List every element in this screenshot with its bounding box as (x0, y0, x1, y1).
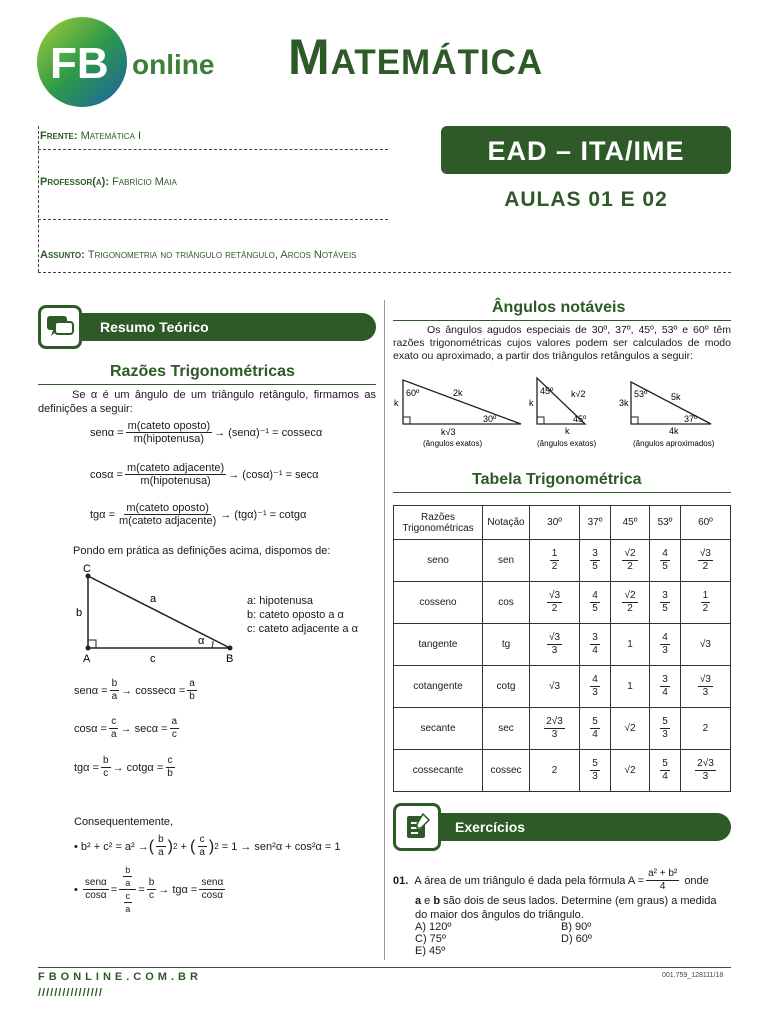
cell-num: 5 (592, 716, 598, 727)
def-tg-den: m(cateto adjacente) (119, 515, 217, 527)
option-a[interactable]: A) 120º (415, 921, 452, 933)
cell-num: 2√3 (546, 716, 563, 727)
b2-nd: a (125, 878, 131, 888)
table-cell (580, 582, 611, 624)
cell-num: 5 (662, 716, 668, 727)
b2-dn: c (125, 891, 131, 901)
cell-den: 5 (662, 603, 668, 614)
rel-tg-l: tgα = (74, 761, 100, 774)
professor-value: Fabrício Maia (112, 176, 177, 188)
tri1-a2: 30º (483, 414, 497, 424)
cell-den: 3 (662, 729, 668, 740)
def-sen-lhs: senα = (90, 426, 124, 439)
angulos-title: Ângulos notáveis (492, 299, 626, 316)
cell-num: √3 (699, 674, 711, 685)
exercicio-01-b: b (433, 895, 441, 907)
row-name: secante (394, 708, 483, 750)
cell-num: √2 (624, 548, 636, 559)
cell-num: 1 (551, 548, 558, 559)
rel-tg-mid: → cotgα = (112, 761, 164, 774)
table-cell (650, 582, 681, 624)
tabela-title: Tabela Trigonométrica (472, 471, 642, 488)
cell-num: √3 (549, 632, 561, 643)
cell-den: 2 (627, 603, 633, 614)
cell-den: 5 (662, 561, 668, 572)
rel-cos-n1: c (111, 716, 117, 727)
rel-sen-d2: b (189, 691, 195, 702)
cell-num: 3 (662, 590, 668, 601)
side-c: c (150, 653, 156, 665)
cell-num: 4 (662, 632, 668, 643)
footer-slashes: //////////////// (38, 987, 103, 999)
table-cell (610, 750, 649, 792)
cell-value: √3 (699, 639, 711, 650)
tri2-a2: 45º (573, 414, 587, 424)
frente-label: Frente: (40, 130, 78, 142)
table-cell (530, 708, 580, 750)
tri3-leg1: 3k (619, 398, 629, 408)
table-header-row (394, 506, 731, 540)
cell-den: 2 (627, 561, 633, 572)
exercicio-01-line2 (415, 894, 731, 922)
tri1-caption: (ângulos exatos) (423, 439, 483, 448)
resumo-section-header (38, 313, 376, 341)
tri1-leg2: k√3 (441, 427, 456, 437)
table-cell (650, 708, 681, 750)
table-row (394, 708, 731, 750)
def-cos-rhs: → (cosα)⁻¹ = secα (228, 469, 319, 481)
cell-den: 3 (551, 645, 558, 656)
table-cell (680, 750, 730, 792)
rel-tg-n1: b (103, 755, 109, 766)
tri2-hyp: k√2 (571, 389, 586, 399)
row-notation: cos (483, 582, 530, 624)
frente-row (40, 130, 141, 142)
table-row (394, 750, 731, 792)
tri3-leg2: 4k (669, 426, 679, 436)
rel-sen-mid: → cossecα = (121, 684, 186, 697)
def-sen-rhs: → (senα)⁻¹ = cossecα (214, 427, 323, 439)
row-notation: sec (483, 708, 530, 750)
table-cell (580, 540, 611, 582)
cell-den: 4 (662, 771, 668, 782)
exercicio-01-text1: A área de um triângulo é dada pela fórmula A = (414, 874, 645, 887)
table-cell (530, 624, 580, 666)
cell-den: 2 (551, 603, 558, 614)
rel-tg-n2: c (167, 755, 173, 766)
cell-num: 5 (662, 758, 668, 769)
table-cell (650, 624, 681, 666)
exercicios-section-header (393, 813, 731, 841)
row-notation: cossec (483, 750, 530, 792)
tri2-leg2: k (565, 426, 570, 436)
frente-value: Matemática I (80, 130, 142, 142)
tri1-a1: 60º (406, 388, 420, 398)
def-cos-lhs: cosα = (90, 468, 123, 481)
def-cos-den: m(hipotenusa) (140, 475, 211, 487)
cell-den: 3 (592, 771, 598, 782)
tri3-hyp: 5k (671, 392, 681, 402)
row-name: seno (394, 540, 483, 582)
table-cell (680, 624, 730, 666)
table-cell (650, 750, 681, 792)
bullet-1-a: • b² + c² = a² → (74, 840, 149, 853)
table-row (394, 666, 731, 708)
consequentemente-text: Consequentemente, (74, 816, 174, 828)
angulos-text: Os ângulos agudos especiais de 30º, 37º, 45º, 53º e 60º têm razões trigonométricas cujos valores podem ser calculados de modo exato ou aproximado, a partir dos triângulos retângulos a seguir: (393, 324, 731, 362)
table-cell (610, 624, 649, 666)
b1-n2: c (199, 834, 205, 845)
b2-dd: a (125, 904, 131, 914)
def-sen (90, 420, 322, 445)
cell-num: 5 (592, 758, 598, 769)
exercicio-01-frac-num: a² + b² (648, 868, 678, 879)
b1-d2: a (199, 847, 205, 858)
table-cell (580, 750, 611, 792)
table-cell (530, 750, 580, 792)
logo-fb: FB (50, 39, 109, 88)
tri3-caption: (ângulos aproximados) (633, 439, 715, 448)
def-tg-num: m(cateto oposto) (126, 502, 209, 514)
table-cell (610, 582, 649, 624)
def-sen-den: m(hipotenusa) (133, 433, 205, 445)
th-53: 53º (650, 506, 681, 540)
rel-tg (74, 755, 177, 780)
logo-online: online (132, 49, 215, 80)
page-title: Matemática (288, 29, 544, 85)
footer-code: 001.759_128111/18 (662, 972, 724, 979)
triangle-legend (247, 594, 358, 636)
bullet-1-b: = 1 → sen²α + cos²α = 1 (221, 840, 341, 853)
cell-num: 1 (702, 590, 709, 601)
exercicio-01-options (415, 921, 715, 957)
exercicios-title: Exercícios (455, 819, 526, 835)
table-cell (680, 708, 730, 750)
legend-b: b: cateto oposto a α (247, 609, 344, 621)
th-notacao: Notação (483, 506, 530, 540)
vertex-b: B (226, 653, 234, 665)
table-cell (530, 666, 580, 708)
notepad-icon (393, 803, 441, 851)
table-cell (650, 540, 681, 582)
row-notation: tg (483, 624, 530, 666)
cell-den: 2 (551, 561, 558, 572)
razoes-title: Razões Trigonométricas (110, 363, 295, 380)
rel-cos-l: cosα = (74, 722, 107, 735)
def-sen-num: m(cateto oposto) (127, 420, 211, 432)
vertex-c: C (83, 563, 91, 575)
legend-c: c: cateto adjacente a α (247, 623, 358, 635)
tri2-a1: 45º (540, 386, 554, 396)
row-notation: cotg (483, 666, 530, 708)
tri3-a2: 37º (684, 414, 698, 424)
table-cell (680, 540, 730, 582)
cell-num: 4 (662, 548, 668, 559)
tri1-leg1: k (394, 398, 399, 408)
cell-value: 1 (627, 639, 633, 650)
cell-num: 2√3 (697, 758, 714, 769)
def-tg-lhs: tgα = (90, 508, 116, 521)
table-row (394, 582, 731, 624)
side-b: b (76, 607, 83, 619)
cell-value: 2 (551, 765, 558, 776)
table-row (394, 540, 731, 582)
rel-cos-mid: → secα = (120, 722, 168, 735)
exercicio-01-a: a (415, 895, 422, 907)
rel-cos-d1: a (110, 729, 117, 740)
assunto-row (40, 249, 357, 261)
exercicio-01-frac-den: 4 (659, 881, 666, 892)
cell-num: 3 (592, 632, 598, 643)
cell-num: 3 (662, 674, 668, 685)
razoes-intro: Se α é um ângulo de um triângulo retângulo, firmamos as definições a seguir: (38, 389, 376, 415)
cell-den: 4 (592, 645, 598, 656)
tri1-hyp: 2k (453, 388, 463, 398)
cell-num: 3 (592, 548, 598, 559)
professor-label: Professor(a): (40, 176, 109, 188)
table-cell (530, 582, 580, 624)
bullet-2-b: → tgα = (158, 883, 198, 896)
cell-num: √3 (549, 590, 561, 601)
b1-d1: a (158, 847, 164, 858)
cell-num: 4 (592, 674, 598, 685)
rel-sen-n2: a (189, 678, 195, 689)
side-a: a (150, 593, 157, 605)
assunto-value: Trigonometria no triângulo retângulo, Arcos Notáveis (87, 249, 357, 261)
course-badge: EAD – ITA/IME (441, 126, 731, 174)
legend-a: a: hipotenusa (247, 595, 314, 607)
cell-num: √3 (699, 548, 711, 559)
cell-value: √2 (624, 765, 636, 776)
row-name: cossecante (394, 750, 483, 792)
special-triangles-figure (393, 372, 731, 454)
rel-cos-d2: c (171, 729, 177, 740)
cell-den: 2 (702, 603, 709, 614)
option-d[interactable]: D) 60º (561, 933, 592, 945)
b2-nn: b (125, 865, 131, 875)
resumo-title: Resumo Teórico (100, 319, 209, 335)
rel-sen-d1: a (111, 691, 118, 702)
vertex-a: A (83, 653, 91, 665)
exercicio-01-mid: e (421, 895, 434, 907)
row-name: cosseno (394, 582, 483, 624)
cell-value: 2 (702, 723, 709, 734)
tri2-caption: (ângulos exatos) (537, 439, 597, 448)
assunto-label: Assunto: (40, 249, 85, 261)
table-cell (580, 666, 611, 708)
bullet-1: • b² + c² = a² → ( $\frac{b}{a}$ ) 2 + ( $\frac{c}{a}$ ) 2 = 1 → sen²α + cos²α = 1 (74, 834, 341, 858)
def-tg (90, 502, 306, 527)
rel-tg-d1: c (103, 768, 109, 779)
table-row (394, 624, 731, 666)
cell-den: 3 (702, 771, 709, 782)
cell-value: √2 (624, 723, 636, 734)
professor-row (40, 176, 177, 188)
cell-den: 5 (592, 561, 598, 572)
th-37: 37º (580, 506, 611, 540)
angle-alpha: α (198, 635, 205, 647)
table-cell (580, 624, 611, 666)
def-cos-num: m(cateto adjacente) (126, 462, 225, 474)
def-tg-rhs: → (tgα)⁻¹ = cotgα (220, 509, 307, 521)
rel-tg-d2: b (167, 768, 173, 779)
logo (36, 16, 226, 108)
cell-den: 4 (592, 729, 598, 740)
exercicio-01-text2: onde (684, 874, 709, 887)
b2-n3: b (148, 877, 155, 888)
cell-den: 3 (702, 687, 709, 698)
exercicio-01-line1 (393, 868, 709, 893)
table-cell (650, 666, 681, 708)
table-cell (610, 540, 649, 582)
exercicio-01-rest: são dois de seus lados. Determine (em graus) a medida do maior dos ângulos do triângulo. (415, 895, 717, 921)
cell-den: 5 (592, 603, 598, 614)
option-e[interactable]: E) 45º (415, 945, 446, 957)
cell-num: 4 (592, 590, 598, 601)
option-c[interactable]: C) 75º (415, 933, 446, 945)
b2-d3: c (149, 890, 154, 901)
cell-den: 4 (662, 687, 668, 698)
table-cell (610, 708, 649, 750)
th-60: 60º (680, 506, 730, 540)
table-cell (580, 708, 611, 750)
exercicio-01-num: 01. (393, 874, 409, 887)
rel-cos (74, 716, 181, 741)
cell-den: 3 (592, 687, 598, 698)
cell-den: 2 (702, 561, 709, 572)
b1-n1: b (158, 834, 164, 845)
row-notation: sen (483, 540, 530, 582)
th-razoes: Razões Trigonométricas (394, 506, 483, 540)
cell-value: 1 (627, 681, 633, 692)
rel-sen-l: senα = (74, 684, 108, 697)
trig-table (393, 505, 731, 792)
cell-den: 3 (551, 729, 558, 740)
aulas-label: AULAS 01 E 02 (504, 188, 668, 211)
row-name: cotangente (394, 666, 483, 708)
right-triangle-figure (72, 562, 242, 666)
row-name: tangente (394, 624, 483, 666)
rel-sen (74, 678, 199, 703)
table-cell (680, 582, 730, 624)
th-45: 45º (610, 506, 649, 540)
th-30: 30º (530, 506, 580, 540)
pondo-text: Pondo em prática as definições acima, dispomos de: (73, 545, 331, 557)
logo-mark-icon (36, 16, 226, 108)
bullet-2: • $\frac{\text{senα}}{\cos\alpha}$ = $\frac{\frac{b}{a}}{\frac{c}{a}}$ = $\frac{b}{c}$ → tgα = $\frac{\text{senα}}{\cos\alpha}$ (74, 865, 224, 914)
rel-sen-n1: b (111, 678, 118, 689)
cell-num: √2 (624, 590, 636, 601)
tri3-a1: 53º (634, 389, 648, 399)
option-b[interactable]: B) 90º (561, 921, 592, 933)
cell-value: √3 (549, 681, 561, 692)
tri2-leg1: k (529, 398, 534, 408)
def-cos (90, 462, 319, 487)
footer-site[interactable]: FBONLINE.COM.BR (38, 971, 202, 983)
chat-icon (38, 305, 82, 349)
table-cell (530, 540, 580, 582)
table-cell (610, 666, 649, 708)
rel-cos-n2: a (171, 716, 178, 727)
cell-den: 3 (662, 645, 668, 656)
bullet-2-a: • (74, 883, 78, 896)
table-cell (680, 666, 730, 708)
